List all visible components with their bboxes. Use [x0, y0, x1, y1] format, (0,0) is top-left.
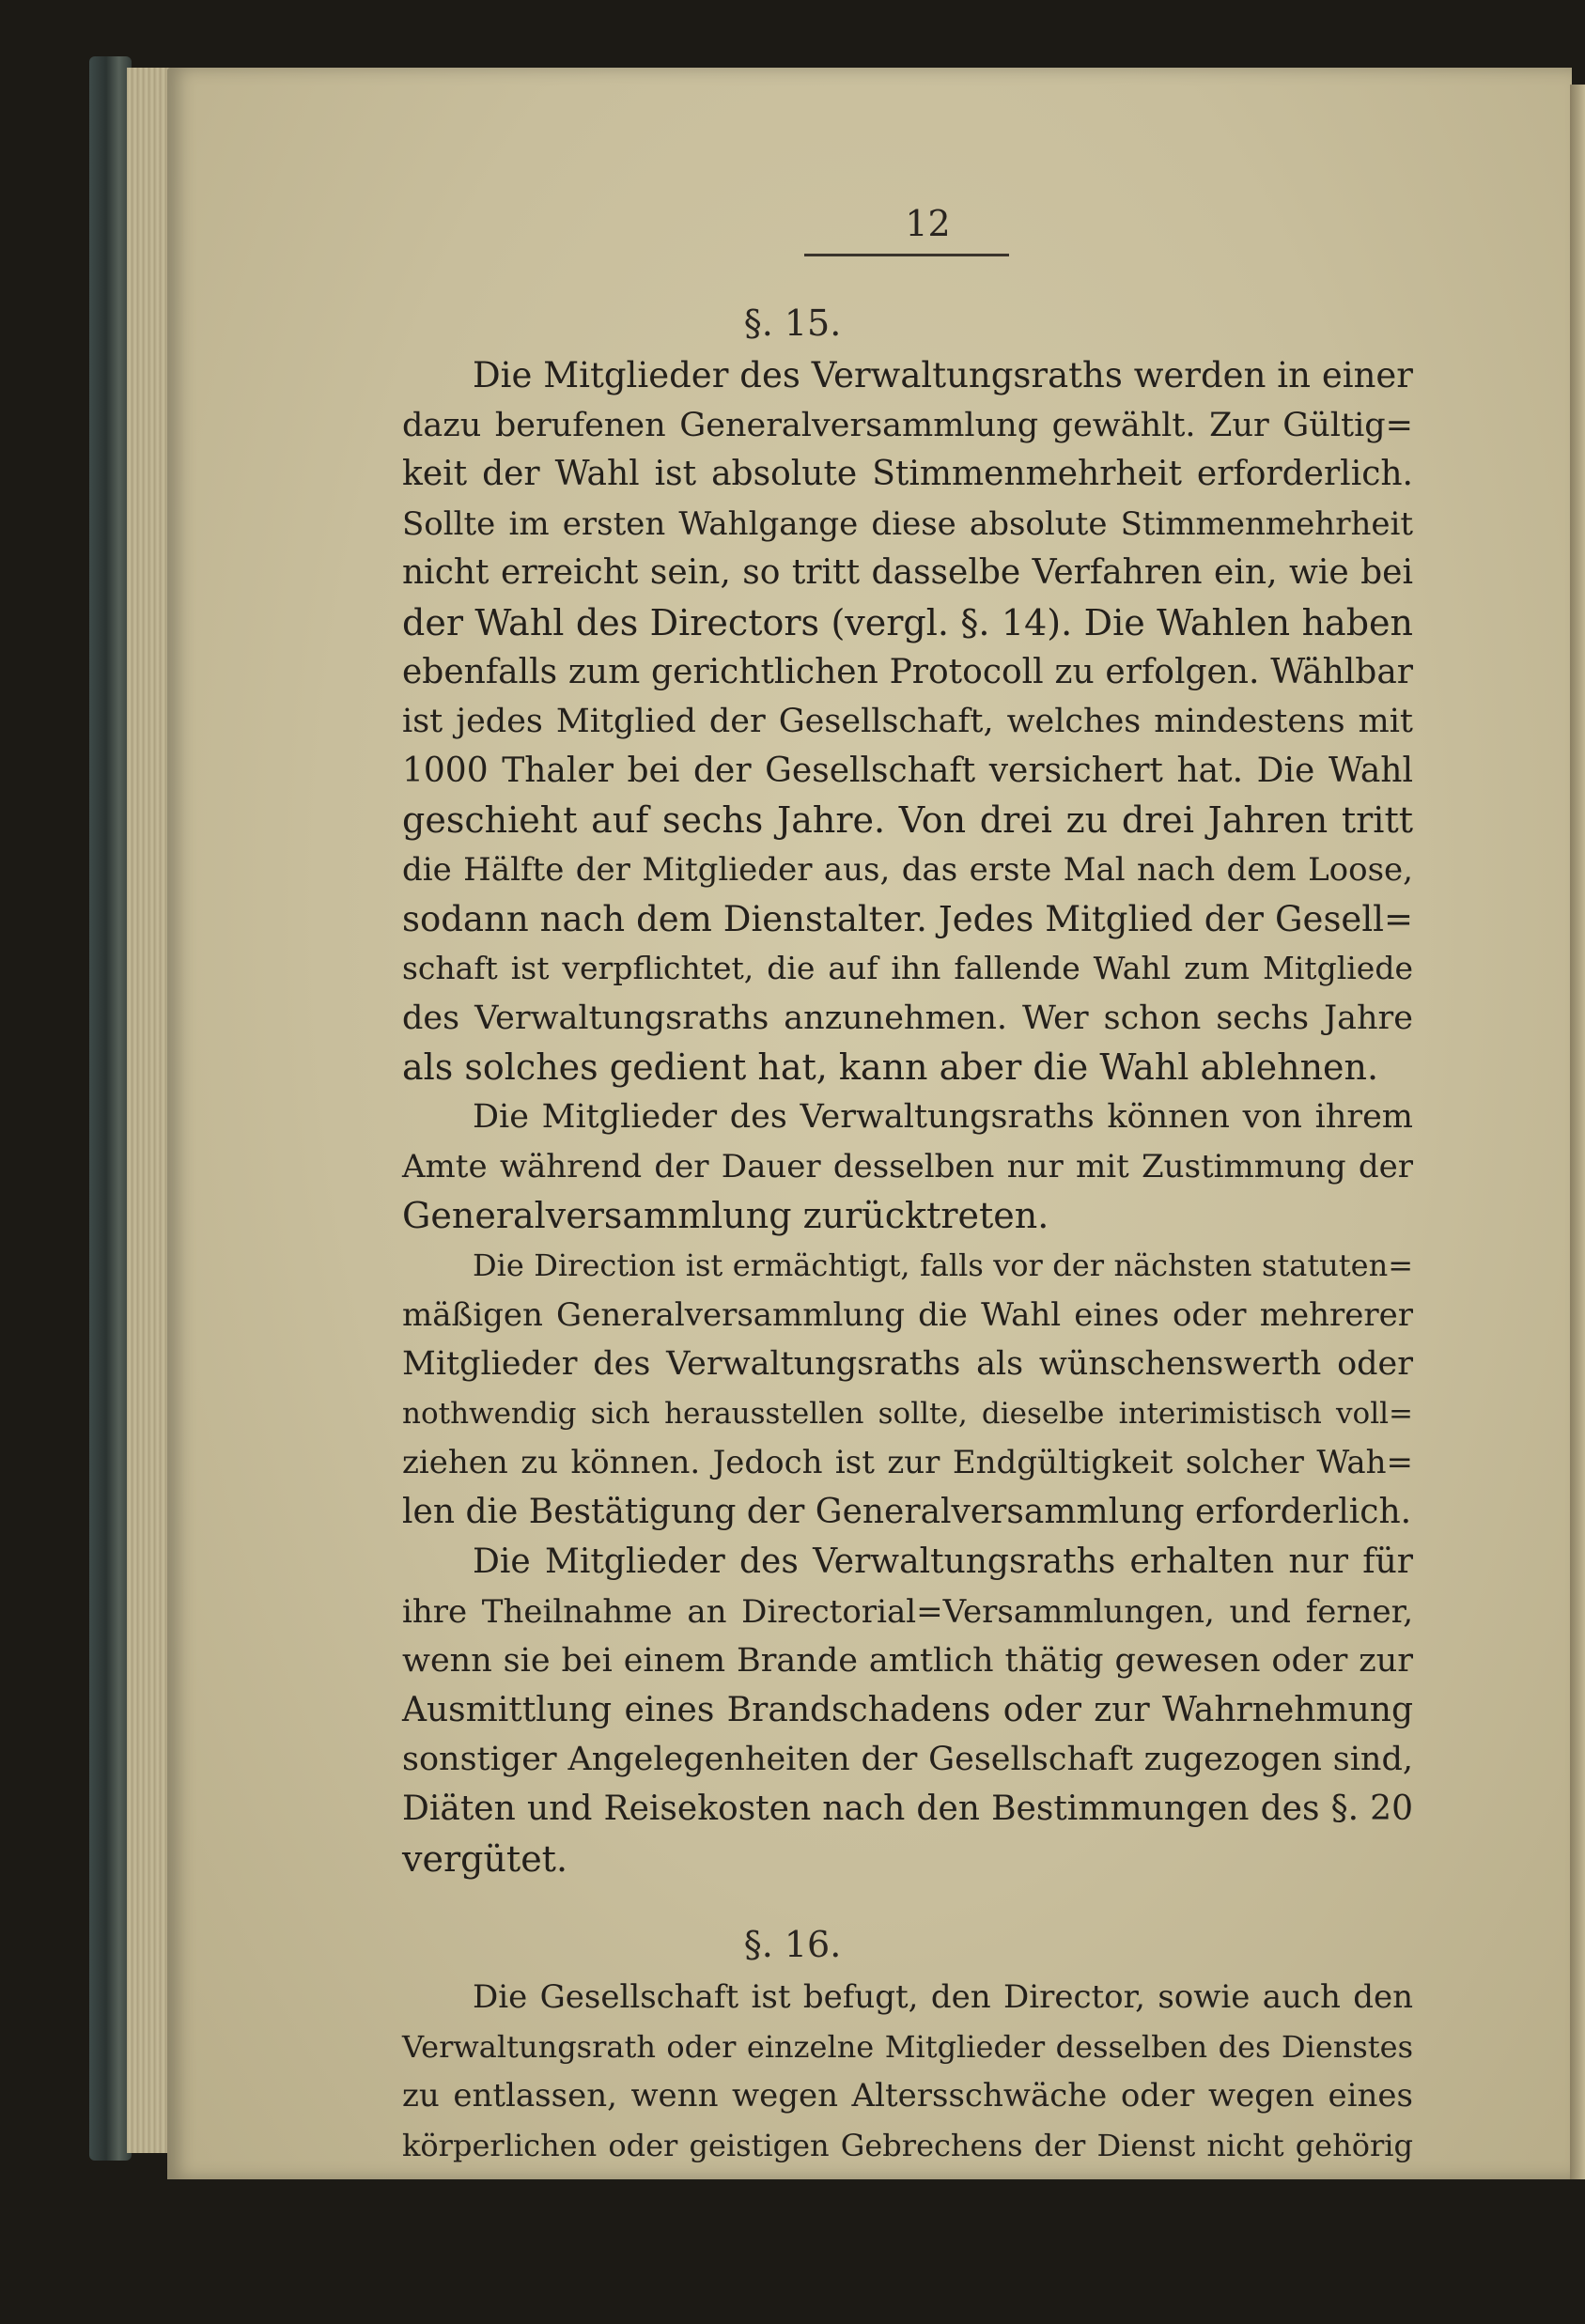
text-line: keit der Wahl ist absolute Stimmenmehrheit erforderlich. [402, 455, 1413, 494]
text-line: körperlichen oder geistigen Gebrechens der Dienst nicht gehörig [402, 2127, 1413, 2163]
section-heading-15: §. 15. [743, 302, 842, 344]
paragraph [402, 1973, 1413, 2170]
next-page-edge [1570, 85, 1585, 2179]
text-line: ebenfalls zum gerichtlichen Protocoll zu erfolgen. Wählbar [402, 652, 1413, 691]
text-line: die Hälfte der Mitglieder aus, das erste Mal nach dem Loose, [402, 850, 1413, 889]
text-line: Ausmittlung eines Brandschadens oder zur Wahrnehmung [402, 1690, 1413, 1729]
text-line: vergütet. [402, 1837, 568, 1880]
text-line: len die Bestätigung der Generalversammlung erforderlich. [402, 1492, 1412, 1531]
paragraph [402, 1241, 1413, 1538]
header-rule [804, 254, 1009, 256]
text-line: Die Mitglieder des Verwaltungsraths erhalten nur für [473, 1542, 1413, 1581]
section-heading-16: §. 16. [743, 1924, 842, 1965]
text-line: mäßigen Generalversammlung die Wahl eines oder mehrerer [402, 1295, 1413, 1334]
text-line: des Verwaltungsraths anzunehmen. Wer schon sechs Jahre [402, 999, 1413, 1037]
text-line: geschieht auf sechs Jahre. Von drei zu drei Jahren tritt [402, 799, 1413, 842]
text-line: schaft ist verpflichtet, die auf ihn fallende Wahl zum Mitgliede [402, 950, 1413, 987]
text-line: Die Mitglieder des Verwaltungsraths werden in einer [473, 355, 1413, 395]
text-line: zu entlassen, wenn wegen Altersschwäche oder wegen eines [402, 2077, 1413, 2115]
paragraph [402, 351, 1413, 1092]
text-line: Sollte im ersten Wahlgange diese absolute Stimmenmehrheit [402, 504, 1413, 543]
text-line: als solches gedient hat, kann aber die Wahl ablehnen. [402, 1046, 1379, 1089]
text-line: Amte während der Dauer desselben nur mit Zustimmung der [402, 1147, 1413, 1185]
paragraph [402, 1538, 1413, 1883]
page-number: 12 [905, 203, 951, 244]
text-line: ist jedes Mitglied der Gesellschaft, welches mindestens mit [402, 703, 1413, 741]
text-line: Mitglieder des Verwaltungsraths als wünschenswerth oder [402, 1345, 1413, 1384]
text-line: Diäten und Reisekosten nach den Bestimmungen des §. 20 [402, 1789, 1413, 1828]
text-line: der Wahl des Directors (vergl. §. 14). Die Wahlen haben [402, 601, 1413, 643]
text-line: dazu berufenen Generalversammlung gewählt. Zur Gültig= [402, 406, 1413, 444]
text-line: nothwendig sich herausstellen sollte, dieselbe interimistisch voll= [402, 1396, 1413, 1431]
text-line: wenn sie bei einem Brande amtlich thätig gewesen oder zur [402, 1642, 1413, 1681]
text-line: Die Direction ist ermächtigt, falls vor der nächsten statuten= [473, 1247, 1413, 1283]
text-line: ziehen zu können. Jedoch ist zur Endgültigkeit solcher Wah= [402, 1444, 1413, 1482]
text-line: Verwaltungsrath oder einzelne Mitglieder desselben des Dienstes [402, 2028, 1413, 2065]
text-line: Die Gesellschaft ist befugt, den Director, sowie auch den [473, 1978, 1413, 2016]
text-line: ihre Theilnahme an Directorial=Versammlungen, und ferner, [402, 1592, 1413, 1631]
text-line: nicht erreicht sein, so tritt dasselbe Verfahren ein, wie bei [402, 553, 1413, 593]
text-line: sonstiger Angelegenheiten der Gesellschaft zugezogen sind, [402, 1741, 1413, 1779]
text-line: sodann nach dem Dienstalter. Jedes Mitglied der Gesell= [402, 898, 1413, 939]
book-spine [89, 56, 132, 2161]
text-line: Die Mitglieder des Verwaltungsraths können von ihrem [473, 1098, 1413, 1136]
text-line: 1000 Thaler bei der Gesellschaft versichert hat. Die Wahl [402, 751, 1413, 790]
paragraph [402, 1092, 1413, 1241]
text-line: Generalversammlung zurücktreten. [402, 1195, 1049, 1237]
